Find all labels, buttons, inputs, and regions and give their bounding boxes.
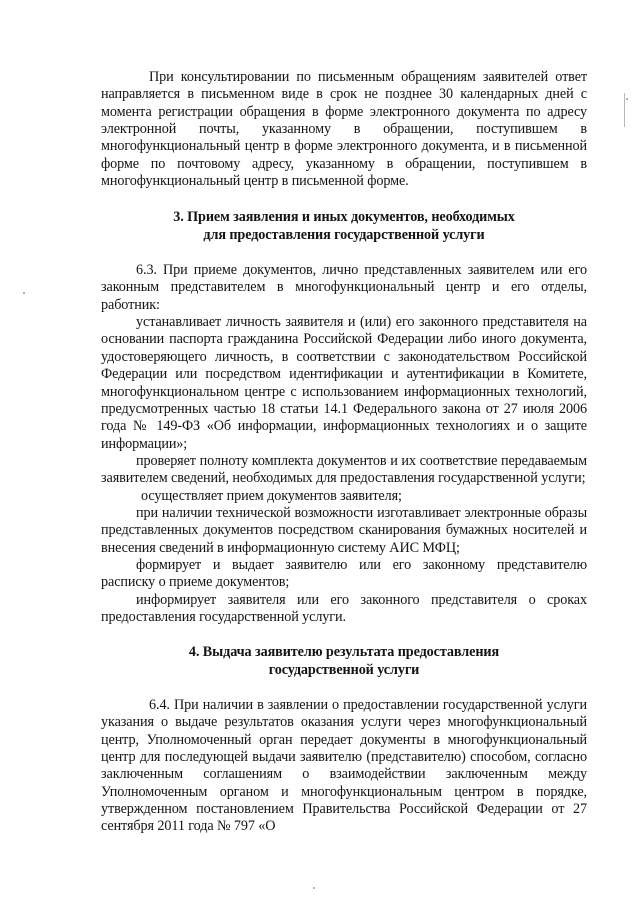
- section-4-heading-line1: 4. Выдача заявителю результата предоставления: [188, 644, 500, 661]
- scan-dot: [626, 98, 628, 100]
- section-3-lead: 6.3. При приеме документов, лично представленных заявителем или его законным представителем в многофункциональный центр и его отделы, работник:: [101, 262, 587, 313]
- section-4-heading-line2: государственной услуги: [268, 661, 420, 678]
- scan-mark: [624, 93, 625, 127]
- section-4-heading: [101, 644, 587, 679]
- document-body: [101, 69, 587, 836]
- section-4-lead: 6.4. При наличии в заявлении о предоставлении государственной услуги указания о выдаче результатов оказания услуги через многофункциональный центр, Уполномоченный орган передает документы в многофункциональный центр для последующей выдачи заявителю (представителю) способом, согласно заключенным соглашениям о взаимодействии заключенным между Уполномоченным органом и многофункциональным центром в порядке, утвержденном постановлением Правительства Российской Федерации от 27 сентября 2011 года № 797 «О: [101, 697, 587, 835]
- duty-item: формирует и выдает заявителю или его законному представителю расписку о приеме документов;: [101, 556, 587, 591]
- duty-item: проверяет полноту комплекта документов и их соответствие передаваемым заявителем сведений, необходимых для предоставления государственной услуги;: [101, 452, 587, 487]
- scan-dot: [313, 887, 315, 889]
- section-3-heading-line1: 3. Прием заявления и иных документов, необходимых: [173, 209, 515, 226]
- section-3-heading-line2: для предоставления государственной услуги: [203, 226, 485, 243]
- duty-item: устанавливает личность заявителя и (или) его законного представителя на основании паспорта гражданина Российской Федерации либо иного документа, удостоверяющего личность, в соответствии с законодательством Российской Федерации или посредством идентификации и аутентификации в Комитете, многофункциональном центре с использованием информационных технологий, предусмотренных частью 18 статьи 14.1 Федерального закона от 27 июля 2006 года № 149-ФЗ «Об информации, информационных технологиях и о защите информации»;: [101, 314, 587, 452]
- duty-item: информирует заявителя или его законного представителя о сроках предоставления государственной услуги.: [101, 591, 587, 625]
- section-3-heading: [101, 209, 587, 244]
- intro-paragraph: При консультировании по письменным обращениям заявителей ответ направляется в письменном виде в срок не позднее 30 календарных дней с момента регистрации обращения в форме электронного документа по адресу электронной почты, указанному в обращении, поступившем в многофункциональный центр в форме электронного документа, и в письменной форме по почтовому адресу, указанному в обращении, поступившем в многофункциональный центр в письменной форме.: [101, 69, 587, 190]
- duty-item: осуществляет прием документов заявителя;: [141, 487, 402, 504]
- duty-item: при наличии технической возможности изготавливает электронные образы представленных документов посредством сканирования бумажных носителей и внесения сведений в информационную систему АИС МФЦ;: [101, 504, 587, 556]
- scan-dot: [23, 292, 25, 294]
